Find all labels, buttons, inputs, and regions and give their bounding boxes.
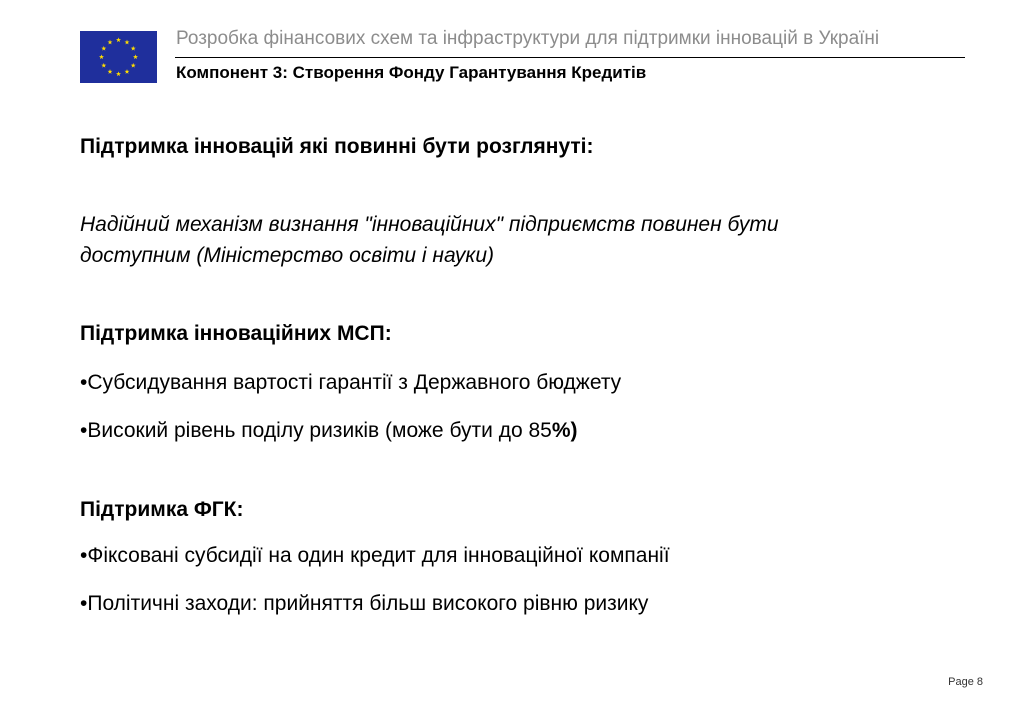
page-number: Page 8 xyxy=(948,676,983,688)
italic-text-line-2: доступним (Міністерство освіти і науки) xyxy=(80,244,495,267)
eu-stars-icon xyxy=(80,31,157,83)
bullet-risk-sharing xyxy=(80,418,578,443)
header-divider xyxy=(175,57,965,58)
bullet-subsidy: •Субсидування вартості гарантії з Державного бюджету xyxy=(80,371,622,394)
bullet-fixed-subsidies: •Фіксовані субсидії на один кредит для інноваційної компанії xyxy=(80,544,670,567)
eu-flag-logo xyxy=(80,31,157,83)
italic-text-line-1: Надійний механізм визнання "інноваційних" підприємств повинен бути xyxy=(80,213,779,236)
heading-fgk-support: Підтримка ФГК: xyxy=(80,498,244,521)
heading-innovation-support: Підтримка інновацій які повинні бути розглянуті: xyxy=(80,135,594,158)
heading-sme-support: Підтримка інноваційних МСП: xyxy=(80,322,392,345)
bullet-risk-sharing-emph: %) xyxy=(551,419,578,442)
header-subtitle: Компонент 3: Створення Фонду Гарантування Кредитів xyxy=(176,63,647,82)
bullet-risk-sharing-text: •Високий рівень поділу ризиків (може бути до 85 xyxy=(80,419,552,442)
header-title: Розробка фінансових схем та інфраструктури для підтримки інновацій в Україні xyxy=(176,28,880,49)
bullet-policy-measures: •Політичні заходи: прийняття більш високого рівню ризику xyxy=(80,592,649,615)
